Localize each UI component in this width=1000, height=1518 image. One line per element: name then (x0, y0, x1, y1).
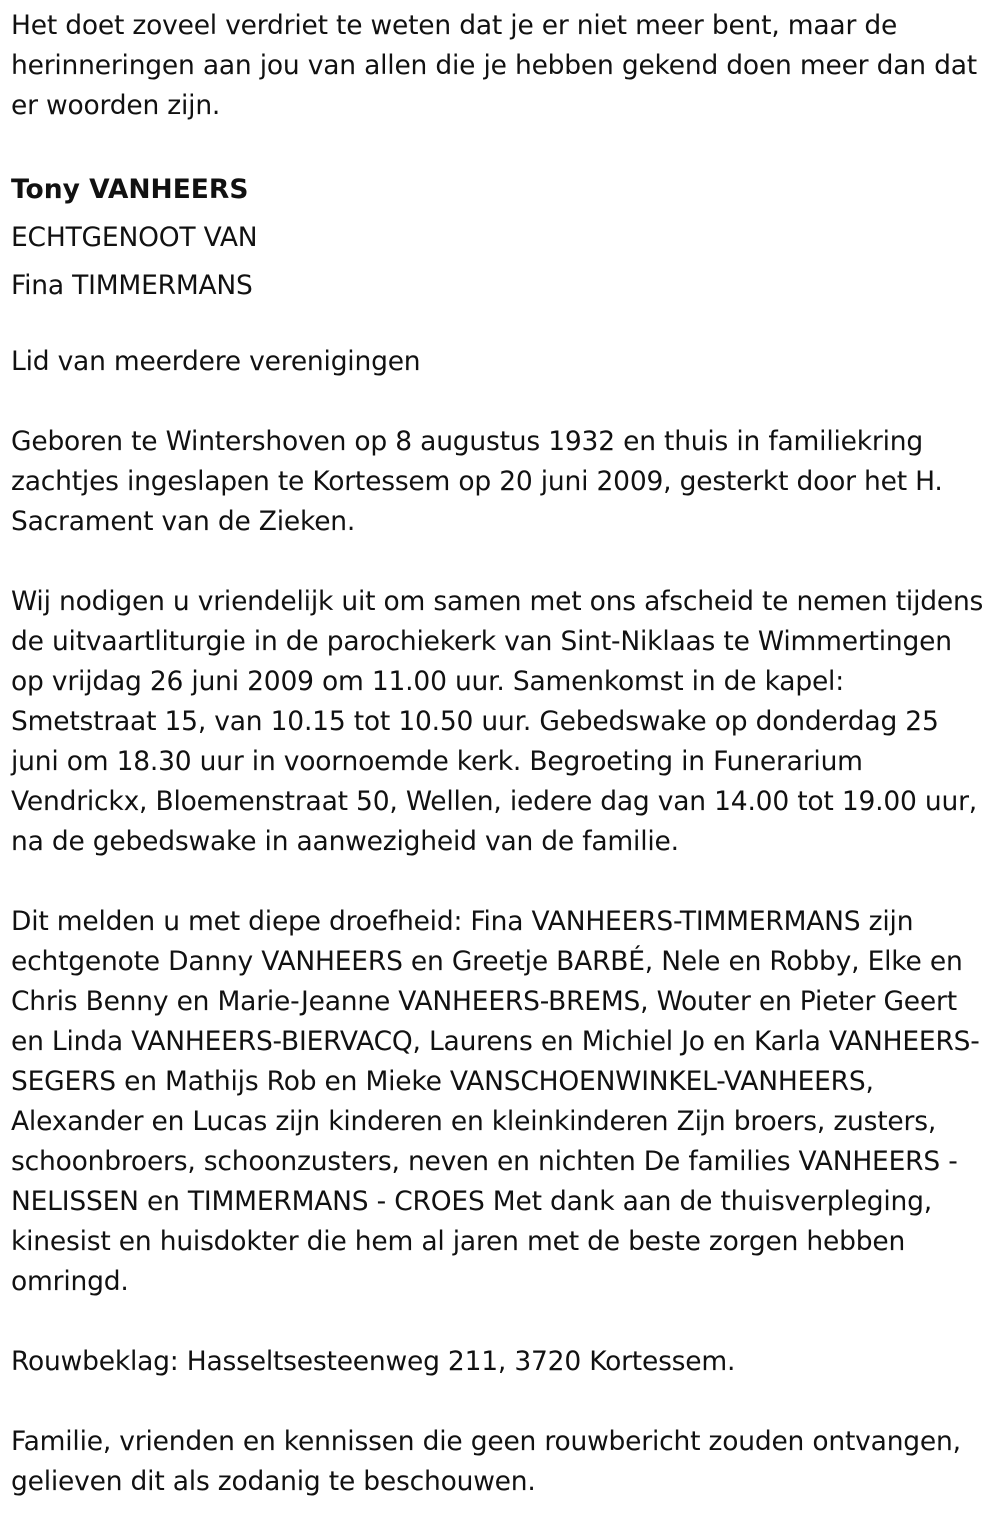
birth-death-paragraph: Geboren te Wintershoven op 8 augustus 1932 en thuis in familiekring zachtjes ingeslapen te Kortessem op 20 juni 2009, gesterkt door het H. Sacrament van de Zieken. (11, 426, 943, 537)
funeral-invitation-paragraph: Wij nodigen u vriendelijk uit om samen met ons afscheid te nemen tijdens de uitvaartliturgie in de parochiekerk van Sint-Niklaas te Wimmertingen op vrijdag 26 juni 2009 om 11.00 uur. Samenkomst in de kapel: Smetstraat 15, van 10.15 tot 10.50 uur. Gebedswake op donderdag 25 juni om 18.30 uur in voornoemde kerk. Begroeting in Funerarium Vendrickx, Bloemenstraat 50, Wellen, iedere dag van 14.00 tot 19.00 uur, na de gebedswake in aanwezigheid van de familie. (11, 586, 984, 857)
condolence-address: Rouwbeklag: Hasseltsesteenweg 211, 3720 Kortessem. (11, 1346, 736, 1377)
spacer (11, 542, 990, 582)
intro-paragraph: Het doet zoveel verdriet te weten dat je er niet meer bent, maar de herinneringen aan jou van allen die je hebben gekend doen meer dan dat er woorden zijn. (11, 10, 977, 121)
closing-note: Familie, vrienden en kennissen die geen rouwbericht zouden ontvangen, gelieven dit als zodanig te beschouwen. (11, 1426, 961, 1497)
spacer (11, 126, 990, 166)
deceased-name: Tony VANHEERS (11, 174, 249, 205)
spouse-label: ECHTGENOOT VAN (11, 222, 258, 253)
membership-line: Lid van meerdere verenigingen (11, 346, 421, 377)
spacer (11, 310, 990, 342)
family-announcement-paragraph: Dit melden u met diepe droefheid: Fina VANHEERS-TIMMERMANS zijn echtgenote Danny VANHEERS en Greetje BARBÉ, Nele en Robby, Elke en Chris Benny en Marie-Jeanne VANHEERS-BREMS, Wouter en Pieter Geert en Linda VANHEERS-BIERVACQ, Laurens en Michiel Jo en Karla VANHEERS-SEGERS en Mathijs Rob en Mieke VANSCHOENWINKEL-VANHEERS, Alexander en Lucas zijn kinderen en kleinkinderen Zijn broers, zusters, schoonbroers, schoonzusters, neven en nichten De families VANHEERS - NELISSEN en TIMMERMANS - CROES Met dank aan de thuisverpleging, kinesist en huisdokter die hem al jaren met de beste zorgen hebben omringd. (11, 906, 980, 1297)
spouse-name: Fina TIMMERMANS (11, 270, 253, 301)
spacer (11, 1382, 990, 1422)
spacer (11, 382, 990, 422)
spacer (11, 1302, 990, 1342)
spacer (11, 862, 990, 902)
